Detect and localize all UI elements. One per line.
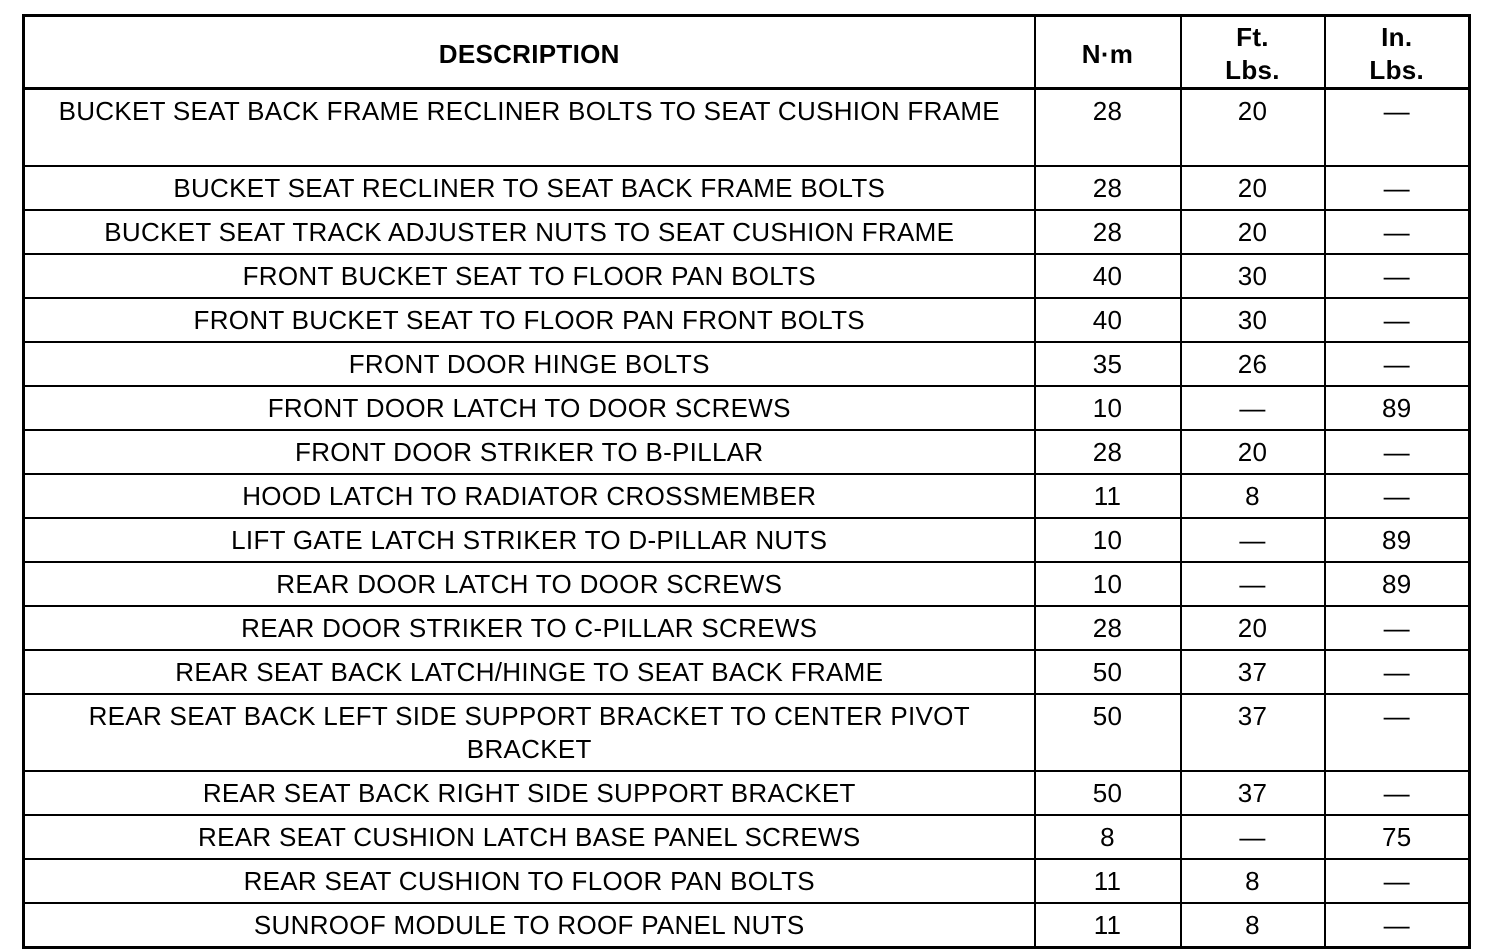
cell-newton-meters: 28 — [1035, 606, 1181, 650]
cell-newton-meters: 11 — [1035, 859, 1181, 903]
cell-newton-meters: 40 — [1035, 298, 1181, 342]
table-body — [24, 89, 1470, 948]
cell-newton-meters: 28 — [1035, 210, 1181, 254]
cell-description: SUNROOF MODULE TO ROOF PANEL NUTS — [24, 903, 1035, 948]
cell-foot-pounds: 20 — [1181, 89, 1325, 167]
cell-newton-meters: 8 — [1035, 815, 1181, 859]
header-foot-pounds: Ft. Lbs. — [1181, 16, 1325, 89]
cell-description: REAR SEAT CUSHION TO FLOOR PAN BOLTS — [24, 859, 1035, 903]
cell-inch-pounds: 75 — [1325, 815, 1470, 859]
cell-foot-pounds: 8 — [1181, 859, 1325, 903]
cell-newton-meters: 40 — [1035, 254, 1181, 298]
table-row — [24, 815, 1470, 859]
cell-description: REAR SEAT CUSHION LATCH BASE PANEL SCREWS — [24, 815, 1035, 859]
cell-foot-pounds: — — [1181, 518, 1325, 562]
header-newton-meters: N·m — [1035, 16, 1181, 89]
cell-foot-pounds: — — [1181, 815, 1325, 859]
cell-inch-pounds: 89 — [1325, 386, 1470, 430]
cell-foot-pounds: 8 — [1181, 474, 1325, 518]
table-row — [24, 89, 1470, 167]
cell-description: FRONT DOOR STRIKER TO B-PILLAR — [24, 430, 1035, 474]
cell-newton-meters: 11 — [1035, 903, 1181, 948]
cell-inch-pounds: — — [1325, 474, 1470, 518]
cell-description: REAR DOOR LATCH TO DOOR SCREWS — [24, 562, 1035, 606]
table-row — [24, 650, 1470, 694]
cell-inch-pounds: 89 — [1325, 518, 1470, 562]
cell-foot-pounds: 30 — [1181, 254, 1325, 298]
cell-inch-pounds: — — [1325, 342, 1470, 386]
cell-inch-pounds: — — [1325, 430, 1470, 474]
cell-newton-meters: 10 — [1035, 518, 1181, 562]
cell-description: BUCKET SEAT RECLINER TO SEAT BACK FRAME BOLTS — [24, 166, 1035, 210]
cell-newton-meters: 50 — [1035, 694, 1181, 771]
table-row — [24, 518, 1470, 562]
cell-newton-meters: 50 — [1035, 771, 1181, 815]
table-row — [24, 430, 1470, 474]
cell-newton-meters: 28 — [1035, 89, 1181, 167]
table-row — [24, 166, 1470, 210]
cell-foot-pounds: 37 — [1181, 771, 1325, 815]
cell-foot-pounds: 37 — [1181, 650, 1325, 694]
cell-newton-meters: 10 — [1035, 386, 1181, 430]
cell-inch-pounds: — — [1325, 210, 1470, 254]
cell-inch-pounds: — — [1325, 606, 1470, 650]
cell-inch-pounds: — — [1325, 298, 1470, 342]
cell-foot-pounds: — — [1181, 562, 1325, 606]
table-header — [24, 16, 1470, 89]
cell-description: REAR SEAT BACK LATCH/HINGE TO SEAT BACK FRAME — [24, 650, 1035, 694]
cell-inch-pounds: 89 — [1325, 562, 1470, 606]
cell-description: BUCKET SEAT TRACK ADJUSTER NUTS TO SEAT CUSHION FRAME — [24, 210, 1035, 254]
cell-inch-pounds: — — [1325, 771, 1470, 815]
cell-foot-pounds: 20 — [1181, 210, 1325, 254]
cell-foot-pounds: 20 — [1181, 430, 1325, 474]
cell-foot-pounds: 26 — [1181, 342, 1325, 386]
cell-foot-pounds: 20 — [1181, 166, 1325, 210]
cell-newton-meters: 50 — [1035, 650, 1181, 694]
cell-newton-meters: 11 — [1035, 474, 1181, 518]
cell-description: FRONT BUCKET SEAT TO FLOOR PAN FRONT BOLTS — [24, 298, 1035, 342]
cell-inch-pounds: — — [1325, 650, 1470, 694]
table-row — [24, 694, 1470, 771]
cell-inch-pounds: — — [1325, 859, 1470, 903]
table-row — [24, 606, 1470, 650]
table-row — [24, 342, 1470, 386]
cell-inch-pounds: — — [1325, 254, 1470, 298]
cell-foot-pounds: 30 — [1181, 298, 1325, 342]
table-row — [24, 386, 1470, 430]
cell-foot-pounds: — — [1181, 386, 1325, 430]
header-description: DESCRIPTION — [24, 16, 1035, 89]
table-row — [24, 903, 1470, 948]
cell-newton-meters: 10 — [1035, 562, 1181, 606]
cell-inch-pounds: — — [1325, 166, 1470, 210]
cell-foot-pounds: 8 — [1181, 903, 1325, 948]
cell-foot-pounds: 20 — [1181, 606, 1325, 650]
cell-description: FRONT DOOR HINGE BOLTS — [24, 342, 1035, 386]
cell-description: REAR DOOR STRIKER TO C-PILLAR SCREWS — [24, 606, 1035, 650]
table-row — [24, 771, 1470, 815]
cell-inch-pounds: — — [1325, 903, 1470, 948]
cell-description: REAR SEAT BACK RIGHT SIDE SUPPORT BRACKET — [24, 771, 1035, 815]
table-row — [24, 562, 1470, 606]
torque-spec-table — [22, 14, 1471, 949]
table-row — [24, 210, 1470, 254]
cell-newton-meters: 28 — [1035, 430, 1181, 474]
table-row — [24, 254, 1470, 298]
table-row — [24, 474, 1470, 518]
cell-description: FRONT DOOR LATCH TO DOOR SCREWS — [24, 386, 1035, 430]
header-row — [24, 16, 1470, 89]
header-inch-pounds: In. Lbs. — [1325, 16, 1470, 89]
cell-description: LIFT GATE LATCH STRIKER TO D-PILLAR NUTS — [24, 518, 1035, 562]
cell-description: FRONT BUCKET SEAT TO FLOOR PAN BOLTS — [24, 254, 1035, 298]
cell-newton-meters: 35 — [1035, 342, 1181, 386]
table-row — [24, 859, 1470, 903]
cell-inch-pounds: — — [1325, 694, 1470, 771]
cell-description: BUCKET SEAT BACK FRAME RECLINER BOLTS TO SEAT CUSHION FRAME — [24, 89, 1035, 167]
cell-description: REAR SEAT BACK LEFT SIDE SUPPORT BRACKET TO CENTER PIVOT BRACKET — [24, 694, 1035, 771]
cell-newton-meters: 28 — [1035, 166, 1181, 210]
cell-inch-pounds: — — [1325, 89, 1470, 167]
cell-foot-pounds: 37 — [1181, 694, 1325, 771]
table-row — [24, 298, 1470, 342]
cell-description: HOOD LATCH TO RADIATOR CROSSMEMBER — [24, 474, 1035, 518]
